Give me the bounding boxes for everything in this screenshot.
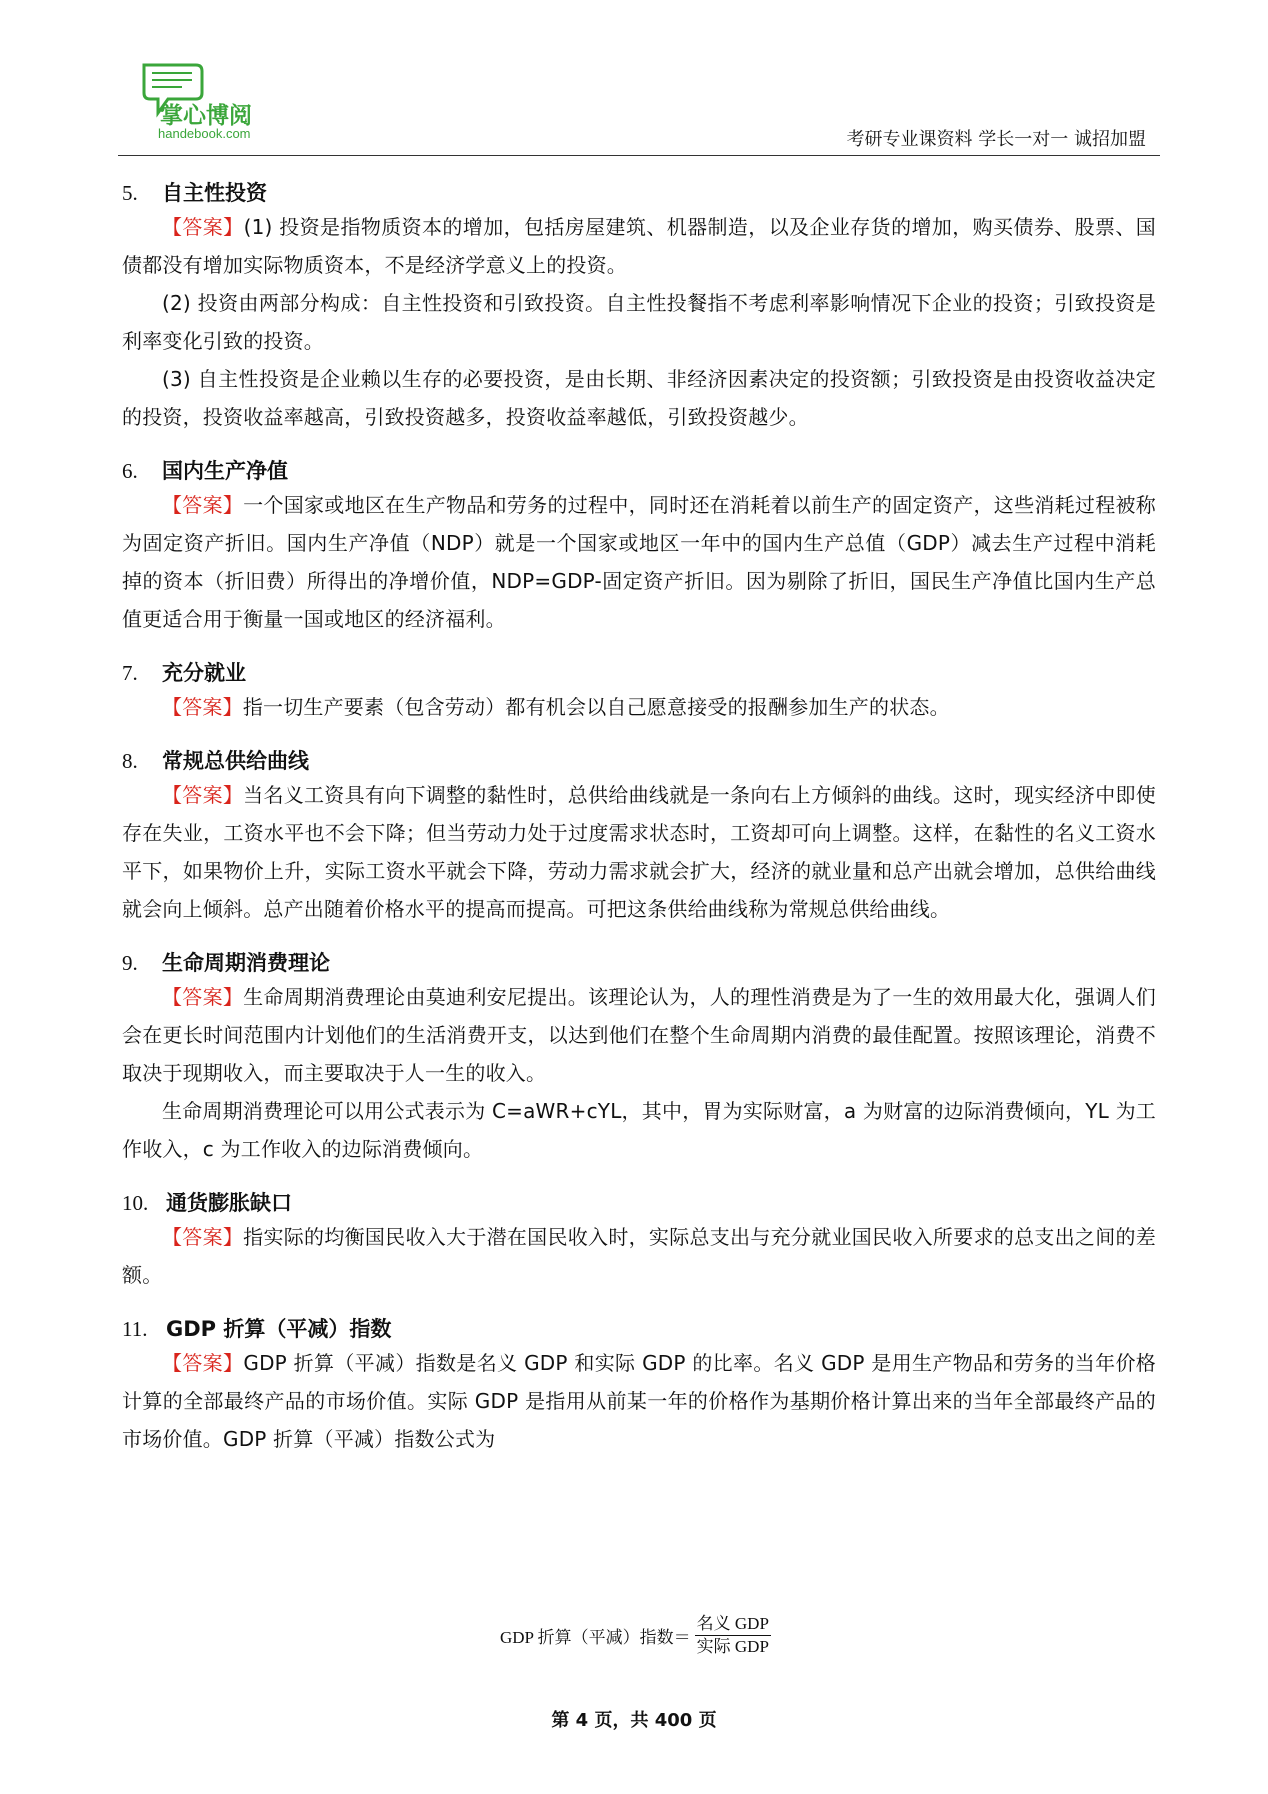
term-8 [122, 746, 1156, 928]
term-title [122, 658, 1156, 688]
term-number: 8. [122, 749, 138, 773]
term-9 [122, 948, 1156, 1168]
page-content [122, 178, 1156, 1458]
term-number: 6. [122, 459, 138, 483]
formula-denominator: 实际 GDP [696, 1637, 769, 1656]
gdp-deflator-formula [500, 1614, 771, 1657]
term-paragraph [122, 1092, 1156, 1168]
term-heading: GDP 折算（平减）指数 [166, 1317, 392, 1341]
answer-label: 【答案】 [162, 493, 244, 517]
paragraph-text: (2) 投资由两部分构成：自主性投资和引致投资。自主性投餐指不考虑利率影响情况下企业的投资；引致投资是利率变化引致的投资。 [122, 291, 1156, 353]
term-5 [122, 178, 1156, 436]
term-10 [122, 1188, 1156, 1294]
term-title [122, 456, 1156, 486]
paragraph-text: (1) 投资是指物质资本的增加，包括房屋建筑、机器制造，以及企业存货的增加，购买债券、股票、国债都没有增加实际物质资本，不是经济学意义上的投资。 [122, 215, 1156, 277]
term-11 [122, 1314, 1156, 1458]
header-tagline: 考研专业课资料 学长一对一 诚招加盟 [846, 129, 1146, 150]
answer-label: 【答案】 [162, 1351, 244, 1375]
term-paragraph [122, 688, 1156, 726]
term-title [122, 1314, 1156, 1344]
term-title [122, 746, 1156, 776]
paragraph-text: 指实际的均衡国民收入大于潜在国民收入时，实际总支出与充分就业国民收入所要求的总支出之间的差额。 [122, 1225, 1156, 1287]
formula-numerator: 名义 GDP [695, 1614, 771, 1636]
term-heading: 国内生产净值 [162, 459, 288, 483]
term-number: 11. [122, 1317, 148, 1341]
term-number: 7. [122, 661, 138, 685]
answer-label: 【答案】 [162, 783, 244, 807]
answer-label: 【答案】 [162, 1225, 244, 1249]
paragraph-text: 生命周期消费理论由莫迪利安尼提出。该理论认为，人的理性消费是为了一生的效用最大化，强调人们会在更长时间范围内计划他们的生活消费开支，以达到他们在整个生命周期内消费的最佳配置。按照该理论，消费不取决于现期收入，而主要取决于人一生的收入。 [122, 985, 1156, 1085]
answer-label: 【答案】 [162, 985, 244, 1009]
paragraph-text: (3) 自主性投资是企业赖以生存的必要投资，是由长期、非经济因素决定的投资额；引致投资是由投资收益决定的投资，投资收益率越高，引致投资越多，投资收益率越低，引致投资越少。 [122, 367, 1156, 429]
paragraph-text: GDP 折算（平减）指数是名义 GDP 和实际 GDP 的比率。名义 GDP 是用生产物品和劳务的当年价格计算的全部最终产品的市场价值。实际 GDP 是指用从前某一年的价格作为基期价格计算出来的当年全部最终产品的市场价值。GDP 折算（平减）指数公式为 [122, 1351, 1156, 1451]
term-heading: 自主性投资 [162, 181, 267, 205]
term-heading: 充分就业 [162, 661, 246, 685]
term-paragraph [122, 208, 1156, 284]
formula-lhs: GDP 折算（平减）指数＝ [500, 1628, 691, 1647]
answer-label: 【答案】 [162, 215, 244, 239]
term-paragraph [122, 978, 1156, 1092]
term-paragraph [122, 360, 1156, 436]
paragraph-text: 一个国家或地区在生产物品和劳务的过程中，同时还在消耗着以前生产的固定资产，这些消耗过程被称为固定资产折旧。国内生产净值（NDP）就是一个国家或地区一年中的国内生产总值（GDP）减去生产过程中消耗掉的资本（折旧费）所得出的净增价值，NDP=GDP-固定资产折旧。因为剔除了折旧，国民生产净值比国内生产总值更适合用于衡量一国或地区的经济福利。 [122, 493, 1156, 631]
term-7 [122, 658, 1156, 726]
term-number: 5. [122, 181, 138, 205]
term-paragraph [122, 284, 1156, 360]
term-number: 10. [122, 1191, 149, 1215]
term-title [122, 178, 1156, 208]
answer-label: 【答案】 [162, 695, 243, 719]
term-title [122, 948, 1156, 978]
term-6 [122, 456, 1156, 638]
term-paragraph [122, 776, 1156, 928]
term-paragraph [122, 1344, 1156, 1458]
paragraph-text: 生命周期消费理论可以用公式表示为 C=aWR+cYL，其中，胃为实际财富，a 为财富的边际消费倾向，YL 为工作收入，c 为工作收入的边际消费倾向。 [122, 1099, 1156, 1161]
term-heading: 常规总供给曲线 [162, 749, 309, 773]
term-paragraph [122, 486, 1156, 638]
paragraph-text: 指一切生产要素（包含劳动）都有机会以自己愿意接受的报酬参加生产的状态。 [242, 695, 950, 719]
term-title [122, 1188, 1156, 1218]
page-number: 第 4 页，共 400 页 [551, 1710, 717, 1731]
logo-url: handebook.com [158, 126, 251, 141]
term-paragraph [122, 1218, 1156, 1294]
term-number: 9. [122, 951, 138, 975]
term-heading: 生命周期消费理论 [162, 951, 330, 975]
paragraph-text: 当名义工资具有向下调整的黏性时，总供给曲线就是一条向右上方倾斜的曲线。这时，现实经济中即使存在失业，工资水平也不会下降；但当劳动力处于过度需求状态时，工资却可向上调整。这样，在黏性的名义工资水平下，如果物价上升，实际工资水平就会下降，劳动力需求就会扩大，经济的就业量和总产出就会增加，总供给曲线就会向上倾斜。总产出随着价格水平的提高而提高。可把这条供给曲线称为常规总供给曲线。 [122, 783, 1156, 921]
logo-text: 掌心博阅 [160, 103, 252, 129]
page-header [118, 55, 1160, 156]
term-heading: 通货膨胀缺口 [166, 1191, 292, 1215]
formula-fraction [695, 1614, 771, 1657]
